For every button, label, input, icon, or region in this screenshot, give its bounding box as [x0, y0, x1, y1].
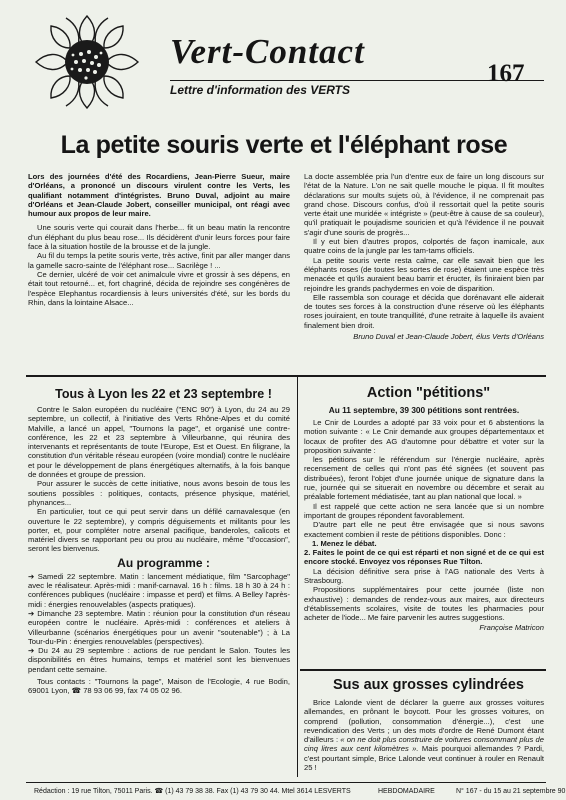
story-right-column	[304, 172, 544, 341]
story-lead: Lors des journées d'été des Rocardiens, Jean-Pierre Sueur, maire d'Orléans, a prononcé un discours virulent contre les Verts, les qualifiant notamment d'intégristes. Bruno Duval, adjoint au maire d'Orléans et Jean-Claude Jobert, conseiller municipal, ont réagi avec humour aux propos de leur maire.	[28, 172, 290, 219]
cars-text-before: Brice Lalonde vient de déclarer la guerre aux grosses voitures allemandes, en prônant le boycott. Pour les grosses voitures, on comprend (pollution, consommation d'énergie...), c'est une revendication des Verts ; un des mots d'ordre de René Dumont étant d'ailleurs :	[304, 698, 544, 745]
story-paragraph: La docte assemblée pria l'un d'entre eux de faire un long discours sur l'état de la Nature. L'on ne sait quelle mouche le piqua. Il fit moultes déclarations sur moults sujets où, à l'évidence, il ne comprenait pas grand chose. Discours confus, d'où il ressortait quel la petite souris verte était une muridée « intégriste » (peut-être à cause de sa couleur), qu'il pratiquait le poujadisme souricien et qu'à l'évidence il ne pouvait s'agir d'une souris de progrès...	[304, 172, 544, 237]
masthead-title: Vert-Contact	[170, 32, 365, 71]
story-paragraph: Il y eut bien d'autres propos, colportés de façon inamicale, aux quatre coins de la jungle par les tam-tams officiels.	[304, 237, 544, 256]
lyon-paragraph: Pour assurer le succès de cette initiative, nous avons besoin de tous les soutiens possibles : politiques, contacts, présence physique, matériel, phynances...	[28, 479, 290, 507]
section-divider	[300, 669, 546, 671]
program-title: Au programme :	[117, 555, 210, 570]
petitions-paragraph: les pétitions sur le référendum sur l'énergie nucléaire, après recensement de celles qui n'ont pas été signées (et souvent pas distribuées), feront l'objet d'une journée unique de signature dans la rue, journée qui se situerait en novembre ou décembre et serait au préalable fortement médiatisée, tant au plan national que local. »	[304, 455, 544, 502]
lyon-article	[28, 386, 290, 696]
main-headline: La petite souris verte et l'éléphant rose	[60, 131, 508, 159]
footer-rule	[26, 782, 546, 783]
program-item: ➔ Dimanche 23 septembre. Matin : réunion pour la constitution d'un réseau européen contre le nucléaire. Après-midi : conférences et ateliers à Villeurbanne (scénarios énergétiques pour un avenir "soutenable") ; à La Tour-du-Pin : énergies renouvelables (perspectives).	[28, 608, 290, 646]
sunflower-logo-icon	[26, 8, 148, 116]
cars-title: Sus aux grosses cylindrées	[332, 677, 524, 693]
cars-text-after: Mais pourquoi allemandes ? Pardi, c'est pourtant simple, Brice Lalonde veut continuer à rouler en Renault 25 !	[304, 744, 544, 773]
story-paragraph: Ce dernier, ulcéré de voir cet animalcule vivre et grossir à ses dépens, en était tout retourné... et, fort chagriné, décida de rejoindre ses congénères de l'espèce Elephantus rocardiensis à leurs universités d'été, sur les bords du Rhin, dans la lointaine Alsace...	[28, 269, 290, 307]
petitions-paragraph: D'autre part elle ne peut être envisagée que si nous savons exactement combien il reste de pétitions disponibles. Donc :	[304, 520, 544, 539]
program-item: ➔ Du 24 au 29 septembre : actions de rue pendant le Salon. Toutes les disponibilités en êtres humains, temps et matériel sont les bienvenues pendant cette semaine.	[28, 646, 290, 674]
petitions-paragraph: Il est rappelé que cette action ne sera lancée que si un nombre important de groupes répondent favorablement.	[304, 501, 544, 520]
lyon-contacts: Tous contacts : "Tournons la page", Maison de l'Ecologie, 4 rue Bodin, 69001 Lyon, ☎ 78 93 06 99, fax 74 05 02 96.	[28, 677, 290, 696]
program-item: ➔ Samedi 22 septembre. Matin : lancement médiatique, film "Sarcophage" avec le réalisateur. Après-midi : manif-carnaval. 16 h : films. 18 h 30 à 24 h : conférences publiques (nucléaire : impasse et perd) et films. A Belley l'après-midi : énergies renouvelables (aspects pratiques).	[28, 571, 290, 609]
issue-number: 167	[487, 60, 525, 87]
section-divider	[26, 375, 546, 377]
story-paragraph: La petite souris verte resta calme, car elle savait bien que les éléphants roses (de toutes les sortes de rose) étaient une espèce très menacée et qu'ils auraient beau barrir et éructer, ils finiraient bien par rejoindre les grands pachydermes en voie de disparition.	[304, 255, 544, 293]
story-left-column	[28, 172, 290, 307]
story-paragraph: Au fil du temps la petite souris verte, très active, finit par aller manger dans la gamelle sacro-sainte de l'éléphant rose... Sacrilège ! ...	[28, 251, 290, 270]
footer-address: Rédaction : 19 rue Tilton, 75011 Paris. ☎ (1) 43 79 38 38. Fax (1) 43 79 30 44. Mtel 3614 LESVERTS	[34, 788, 351, 795]
petitions-title: Action "pétitions"	[366, 385, 491, 401]
petitions-signature: Françoise Matricon	[479, 622, 544, 632]
petitions-item: 2. Faites le point de ce qui est réparti et non signé et de ce qui est encore stocké. Envoyez vos réponses Rue Tilton.	[304, 548, 544, 567]
cars-paragraph	[304, 698, 544, 772]
petitions-subtitle: Au 11 septembre, 39 300 pétitions sont rentrées.	[328, 405, 520, 415]
footer-issue-dates: N° 167 - du 15 au 21 septembre 90	[456, 788, 566, 795]
column-divider	[297, 377, 298, 777]
lyon-paragraph: En particulier, tout ce qui peut servir dans un défilé carnavalesque (en ouverture le 22 septembre), y compris déguisements et militants pour les porter, et, pour compléter notre arsenal pacifique, banderoles, calicots et matériel divers se rapportant peu ou prou au nucléaire, même "d'occasion", seront les bienvenus.	[28, 507, 290, 554]
petitions-paragraph: Propositions supplémentaires pour cette journée (liste non exhaustive) : demandes de rendez-vous aux maires, aux directeurs d'établissements scolaires, visite de toutes les pharmacies pour acheter de l'iode... Me faire parvenir les autres suggestions.	[304, 585, 544, 623]
lyon-paragraph: Contre le Salon européen du nucléaire ("ENC 90") à Lyon, du 24 au 29 septembre, un collectif, à l'initiative des Verts Rhône-Alpes et du comité Malville, a lancé un appel, "Tournons la page", et organisé une contre-conférence, les 22 et 23 septembre à Villeurbanne, qui réunira des intervenants et représentants de toute l'Europe, Est et Ouest. En filigrane, la constitution d'un véritable réseau européen (voire mondial) contre le nucléaire et pour le développement de plans énergétiques alternatifs, à la fois banque de données et groupe de pression.	[28, 405, 290, 480]
story-signature: Bruno Duval et Jean-Claude Jobert, élus Verts d'Orléans	[353, 332, 544, 342]
masthead-subtitle: Lettre d'information des VERTS	[170, 83, 350, 97]
petitions-paragraph: La décision définitive sera prise à l'AG nationale des Verts à Strasbourg.	[304, 566, 544, 586]
footer-frequency: HEBDOMADAIRE	[378, 788, 435, 795]
cars-article	[304, 676, 544, 772]
petitions-paragraph: Le Cnir de Lourdes a adopté par 33 voix pour et 6 abstentions la motion suivante : « Le Cnir demande aux groupes départementaux et locaux de profiter des AG d'automne pour débattre et voter sur la proposition suivante :	[304, 418, 544, 455]
cars-quote: « on ne doit plus construire de voitures consommant plus de cinq litres aux cent kilomètres ».	[304, 735, 544, 754]
story-paragraph: Elle rassembla son courage et décida que dorénavant elle aiderait de toutes ses forces à la construction d'une réserve où les éléphants roses jouiraient, en toute tranquillité, d'une retraite à laquelle ils avaient finalement bien droit.	[304, 292, 544, 330]
lyon-title: Tous à Lyon les 22 et 23 septembre !	[55, 387, 272, 401]
petitions-article	[304, 384, 544, 632]
petitions-item: 1. Menez le débat.	[312, 538, 377, 548]
story-paragraph: Une souris verte qui courait dans l'herbe... fit un beau matin la rencontre d'un éléphant du plus beau rose... Ils décidèrent d'unir leurs forces pour faire face à la situation hostile de la brousse et de la jungle.	[28, 223, 290, 252]
